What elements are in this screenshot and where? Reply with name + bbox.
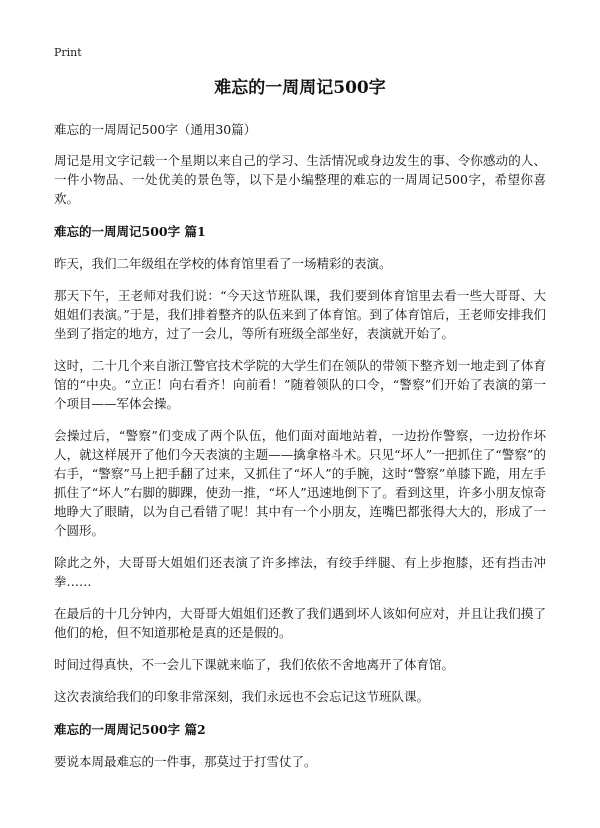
paragraph: 要说本周最难忘的一件事，那莫过于打雪仗了。 <box>54 754 317 769</box>
paragraph: 那天下午，王老师对我们说：“今天这节班队课，我们要到体育馆里去看一些大哥哥、大姐姐们表演。”于是，我们排着整齐的队伍来到了体育馆。到了体育馆后，王老师安排我们坐到了指定的地方，过了一会儿，等所有班级全部坐好，表演就开始了。 <box>54 288 546 341</box>
paragraph: 昨天，我们二年级组在学校的体育馆里看了一场精彩的表演。 <box>54 256 392 271</box>
paragraph: 在最后的十几分钟内，大哥哥大姐姐们还教了我们遇到坏人该如何应对，并且让我们摸了他们的枪，但不知道那枪是真的还是假的。 <box>54 606 546 640</box>
paragraph: 这时，二十几个来自浙江警官技术学院的大学生们在领队的带领下整齐划一地走到了体育馆的“中央。“立正！向右看齐！向前看！”随着领队的口令，“警察”们开始了表演的第一个项目——军体会操。 <box>54 358 546 411</box>
document-subtitle: 难忘的一周周记500字（通用30篇） <box>54 122 257 137</box>
section-heading: 难忘的一周周记500字 篇1 <box>54 224 206 239</box>
paragraph: 会操过后，“警察”们变成了两个队伍，他们面对面地站着，一边扮作警察，一边扮作坏人，就这样展开了他们今天表演的主题——擒拿格斗术。只见“坏人”一把抓住了“警察”的右手，“警察”马上把手翻了过来，又抓住了“坏人”的手腕，这时“警察”单膝下跪，用左手抓住了“坏人”右脚的脚踝，使劲一推，“坏人”迅速地倒下了。看到这里，许多小朋友惊奇地睁大了眼睛，以为自己看错了呢！其中有一个小朋友，连嘴巴都张得大大的，形成了一个圆形。 <box>54 428 546 538</box>
paragraph: 这次表演给我们的印象非常深刻，我们永远也不会忘记这节班队课。 <box>54 689 430 704</box>
document-title: 难忘的一周周记500字 <box>214 78 386 98</box>
paragraph: 除此之外，大哥哥大姐姐们还表演了许多摔法，有绞手绊腿、有上步抱膝，还有挡击冲拳…… <box>54 555 546 589</box>
intro-paragraph: 周记是用文字记载一个星期以来自己的学习、生活情况或身边发生的事、令你感动的人、一件小物品、一处优美的景色等，以下是小编整理的难忘的一周周记500字，希望你喜欢。 <box>54 153 546 206</box>
paragraph: 时间过得真快，不一会儿下课就来临了，我们依依不舍地离开了体育馆。 <box>54 657 455 672</box>
section-heading: 难忘的一周周记500字 篇2 <box>54 722 206 737</box>
print-link[interactable]: Print <box>54 46 82 59</box>
